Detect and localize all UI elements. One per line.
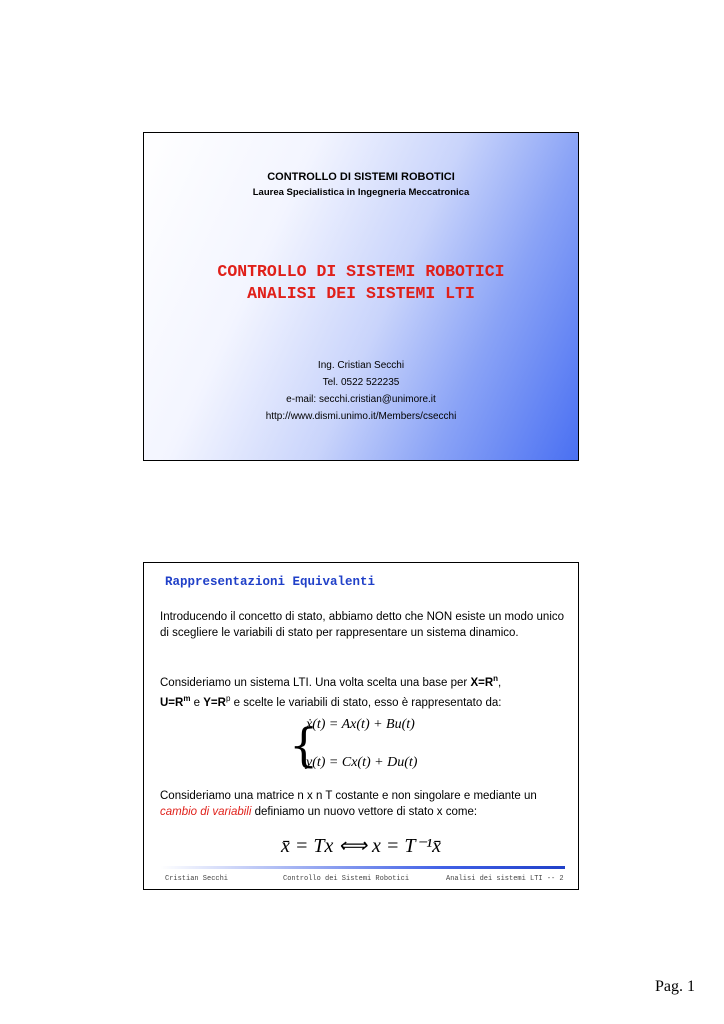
- comma: ,: [498, 676, 502, 689]
- change-of-variables-link: cambio di variabili: [160, 805, 252, 818]
- title-slide: [143, 132, 579, 461]
- intro-paragraph: Introducendo il concetto di stato, abbiamo detto che NON esiste un modo unico di scegliere le variabili di stato per rappresentare un sistema dinamico.: [160, 611, 565, 639]
- and-text: e: [190, 697, 204, 710]
- page-number: Pag. 1: [655, 978, 695, 995]
- slide-heading: Rappresentazioni Equivalenti: [165, 575, 376, 589]
- degree-name: Laurea Specialistica in Ingegneria Meccatronica: [252, 187, 470, 198]
- author-email: e-mail: secchi.cristian@unimore.it: [286, 394, 436, 405]
- lti-text-2: e scelte le variabili di stato, esso è rappresentato da:: [230, 697, 502, 710]
- output-equation: y(t) = Cx(t) + Du(t): [306, 755, 418, 770]
- author-url: http://www.dismi.unimo.it/Members/csecchi: [265, 411, 457, 422]
- change-paragraph: [160, 789, 570, 820]
- author-name: Ing. Cristian Secchi: [317, 360, 405, 371]
- state-equation: ẋ(t) = Ax(t) + Bu(t): [306, 717, 415, 732]
- x-space: $X=R^n$: [470, 674, 499, 689]
- lti-text-1: Consideriamo un sistema LTI. Una volta scelta una base per: [160, 676, 471, 689]
- course-name: CONTROLLO DI SISTEMI ROBOTICI: [267, 171, 455, 183]
- footer-page: Analisi dei sistemi LTI -- 2: [446, 875, 564, 883]
- y-space: Y=R: [203, 697, 226, 710]
- slide-title-line2: ANALISI DEI SISTEMI LTI: [247, 284, 475, 303]
- equation-brace: {: [289, 718, 319, 772]
- footer-divider: [160, 866, 565, 869]
- u-space: $U=R^m$: [160, 694, 191, 710]
- y-exp: p: [225, 694, 231, 704]
- change-text-2: definiamo un nuovo vettore di stato x come:: [251, 805, 478, 818]
- author-phone: Tel. 0522 522235: [322, 377, 400, 388]
- change-text-1: Consideriamo una matrice n x n T costante e non singolare e mediante un: [160, 790, 537, 802]
- slide-title-line1: CONTROLLO DI SISTEMI ROBOTICI: [217, 262, 505, 281]
- content-slide: [143, 562, 579, 890]
- transform-equation: x̄ = Tx ⟺ x = T⁻¹x̄: [281, 835, 441, 857]
- lti-paragraph: [160, 671, 570, 712]
- footer-course: Controllo dei Sistemi Robotici: [283, 875, 410, 883]
- footer-author: Cristian Secchi: [165, 875, 229, 883]
